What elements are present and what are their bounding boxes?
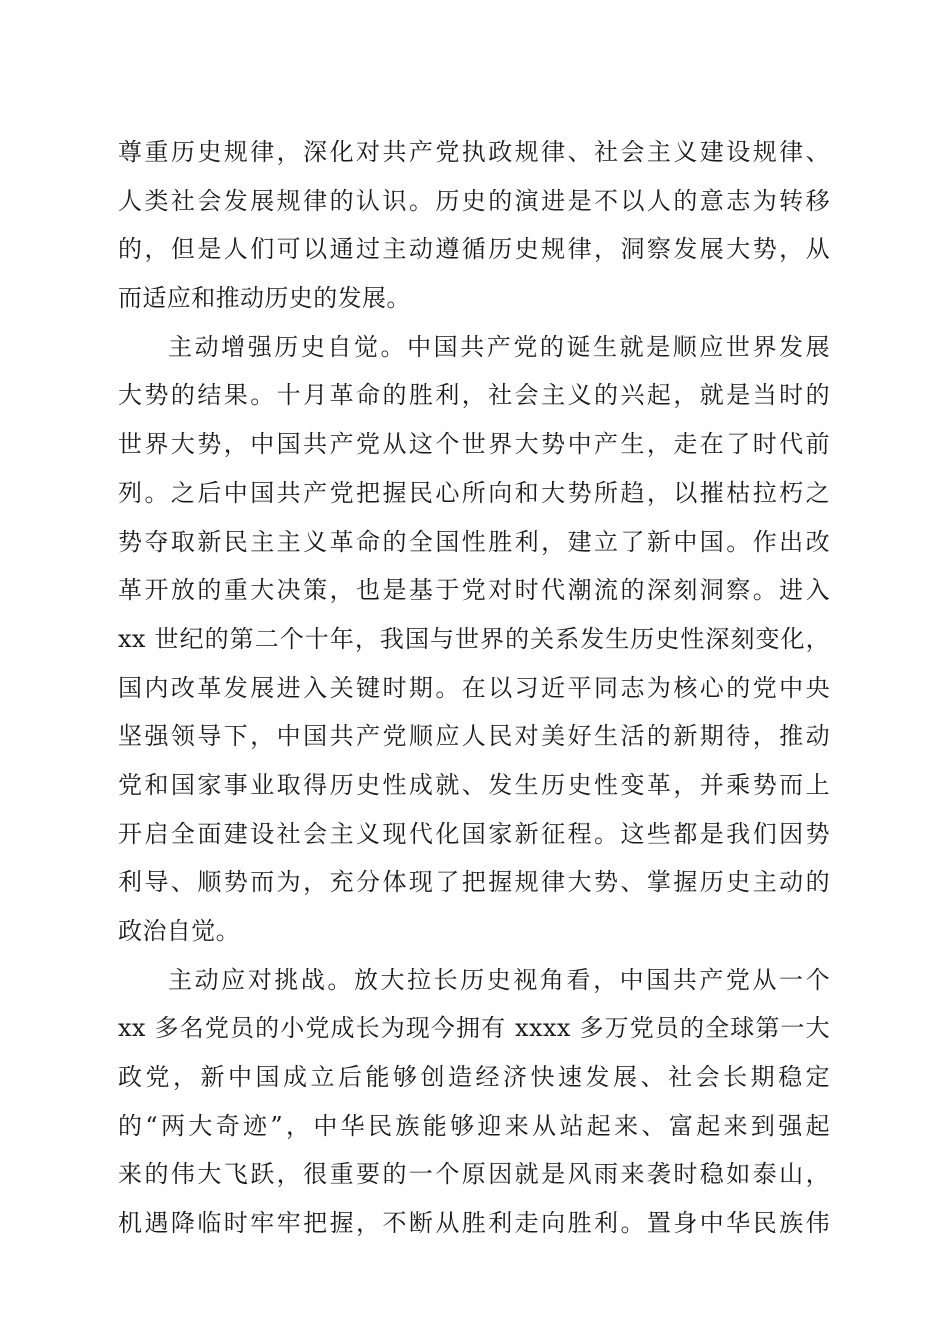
- text-line: 坚强领导下，中国共产党顺应人民对美好生活的新期待，推动: [118, 722, 830, 751]
- text-line: 利导、顺势而为，充分体现了把握规律大势、掌握历史主动的: [118, 868, 830, 897]
- text-line: 机遇降临时牢牢把握，不断从胜利走向胜利。置身中华民族伟: [118, 1209, 830, 1238]
- text-line: 党和国家事业取得历史性成就、发生历史性变革，并乘势而上: [118, 770, 830, 799]
- text-line: 大势的结果。十月革命的胜利，社会主义的兴起，就是当时的: [118, 381, 830, 410]
- text-line: 世界大势，中国共产党从这个世界大势中产生，走在了时代前: [118, 430, 830, 459]
- text-line: 而适应和推动历史的发展。: [118, 284, 411, 313]
- paragraph-first-line: 主动增强历史自觉。中国共产党的诞生就是顺应世界发展: [168, 332, 830, 361]
- text-line: 的“两大奇迹”，中华民族能够迎来从站起来、富起来到强起: [118, 1111, 830, 1140]
- text-line: 尊重历史规律，深化对共产党执政规律、社会主义建设规律、: [118, 138, 830, 166]
- text-line: 革开放的重大决策，也是基于党对时代潮流的深刻洞察。进入: [118, 576, 830, 605]
- text-line: 列。之后中国共产党把握民心所向和大势所趋，以摧枯拉朽之: [118, 478, 830, 507]
- text-line: 势夺取新民主主义革命的全国性胜利，建立了新中国。作出改: [118, 527, 830, 556]
- text-line: 政党，新中国成立后能够创造经济快速发展、社会长期稳定: [118, 1063, 830, 1092]
- text-line: 政治自觉。: [118, 917, 240, 945]
- text-line: 人类社会发展规律的认识。历史的演进是不以人的意志为转移: [118, 186, 830, 215]
- text-line: 国内改革发展进入关键时期。在以习近平同志为核心的党中央: [118, 673, 830, 702]
- text-line: xx 多名党员的小党成长为现今拥有 xxxx 多万党员的全球第一大: [118, 1014, 830, 1043]
- paragraph-first-line: 主动应对挑战。放大拉长历史视角看，中国共产党从一个: [168, 965, 830, 994]
- text-line: 来的伟大飞跃，很重要的一个原因就是风雨来袭时稳如泰山，: [118, 1160, 830, 1189]
- text-line: xx 世纪的第二个十年，我国与世界的关系发生历史性深刻变化，: [118, 624, 830, 653]
- text-line: 开启全面建设社会主义现代化国家新征程。这些都是我们因势: [118, 819, 830, 848]
- document-body: [118, 128, 830, 1248]
- text-line: 的，但是人们可以通过主动遵循历史规律，洞察发展大势，从: [118, 235, 830, 264]
